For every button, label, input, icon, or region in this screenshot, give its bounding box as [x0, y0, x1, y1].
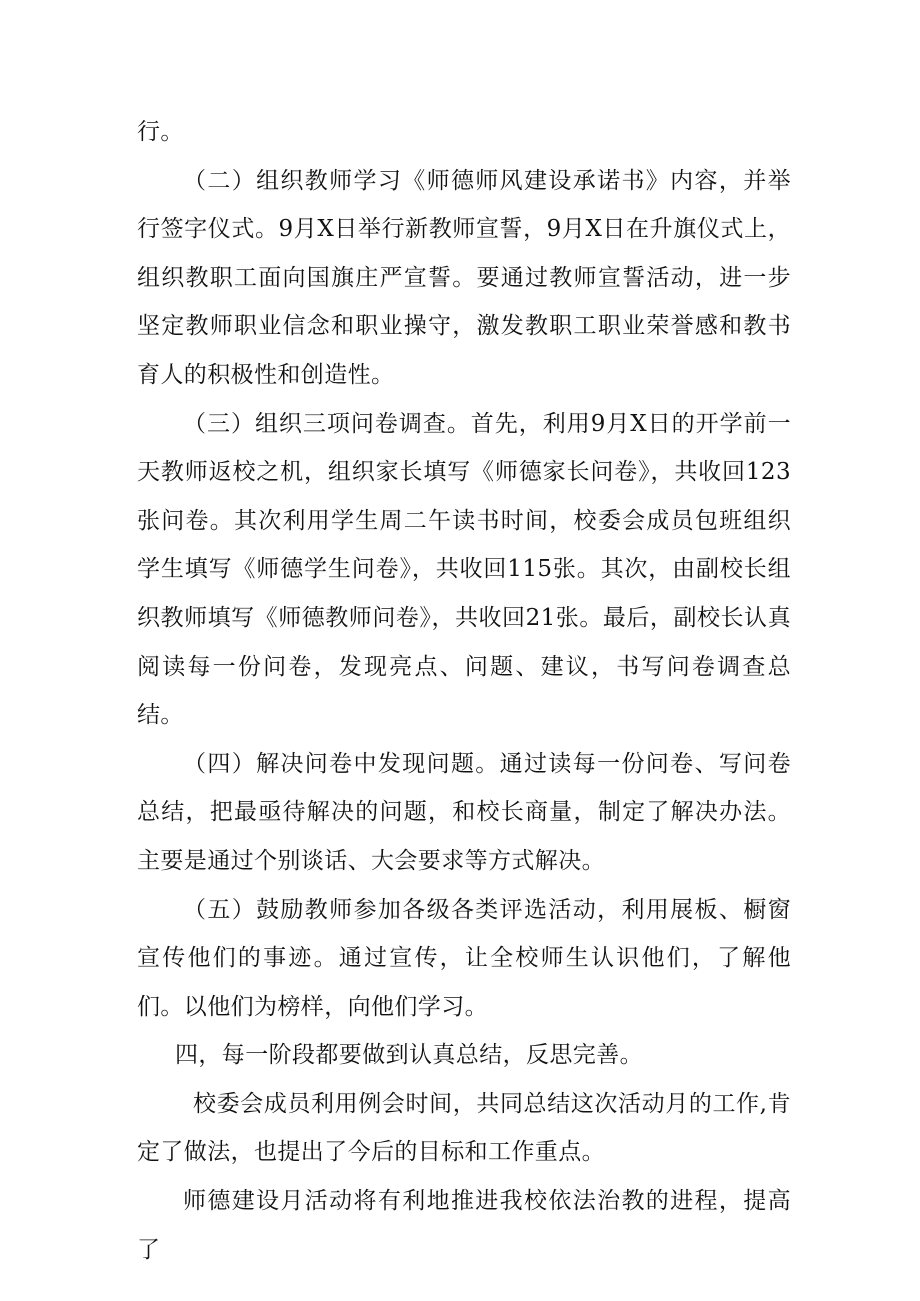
paragraph-item-5: （五）鼓励教师参加各级各类评选活动，利用展板、橱窗宣传他们的事迹。通过宣传，让全校师生认识他们，了解他们。以他们为榜样，向他们学习。 [137, 896, 791, 1020]
section-heading-4: 四，每一阶段都要做到认真总结，反思完善。 [175, 1042, 643, 1069]
paragraph-continuation: 行。 [137, 119, 184, 145]
paragraph-item-2: （二）组织教师学习《师德师风建设承诺书》内容，并举行签字仪式。9月X日举行新教师宣誓，9月X日在升旗仪式上，组织教职工面向国旗庄严宣誓。要通过教师宣誓活动，进一步坚定教师职业信念和职业操守，激发教职工职业荣誉感和教书育人的积极性和创造性。 [137, 167, 791, 388]
paragraph-item-4: （四）解决问卷中发现问题。通过读每一份问卷、写问卷总结，把最亟待解决的问题，和校长商量，制定了解决办法。主要是通过个别谈话、大会要求等方式解决。 [137, 750, 791, 874]
paragraph-closing: 师德建设月活动将有利地推进我校依法治教的进程，提高了 [137, 1188, 791, 1263]
paragraph-summary: 校委会成员利用例会时间，共同总结这次活动月的工作,肯定了做法，也提出了今后的目标和工作重点。 [137, 1090, 791, 1166]
document-body [137, 108, 791, 1274]
paragraph-item-3: （三）组织三项问卷调查。首先，利用9月X日的开学前一天教师返校之机，组织家长填写《师德家长问卷》，共收回123张问卷。其次利用学生周二午读书时间，校委会成员包班组织学生填写《师德学生问卷》，共收回115张。其次，由副校长组织教师填写《师德教师问卷》，共收回21张。最后，副校长认真阅读每一份问卷，发现亮点、问题、建议，书写问卷调查总结。 [137, 410, 791, 729]
